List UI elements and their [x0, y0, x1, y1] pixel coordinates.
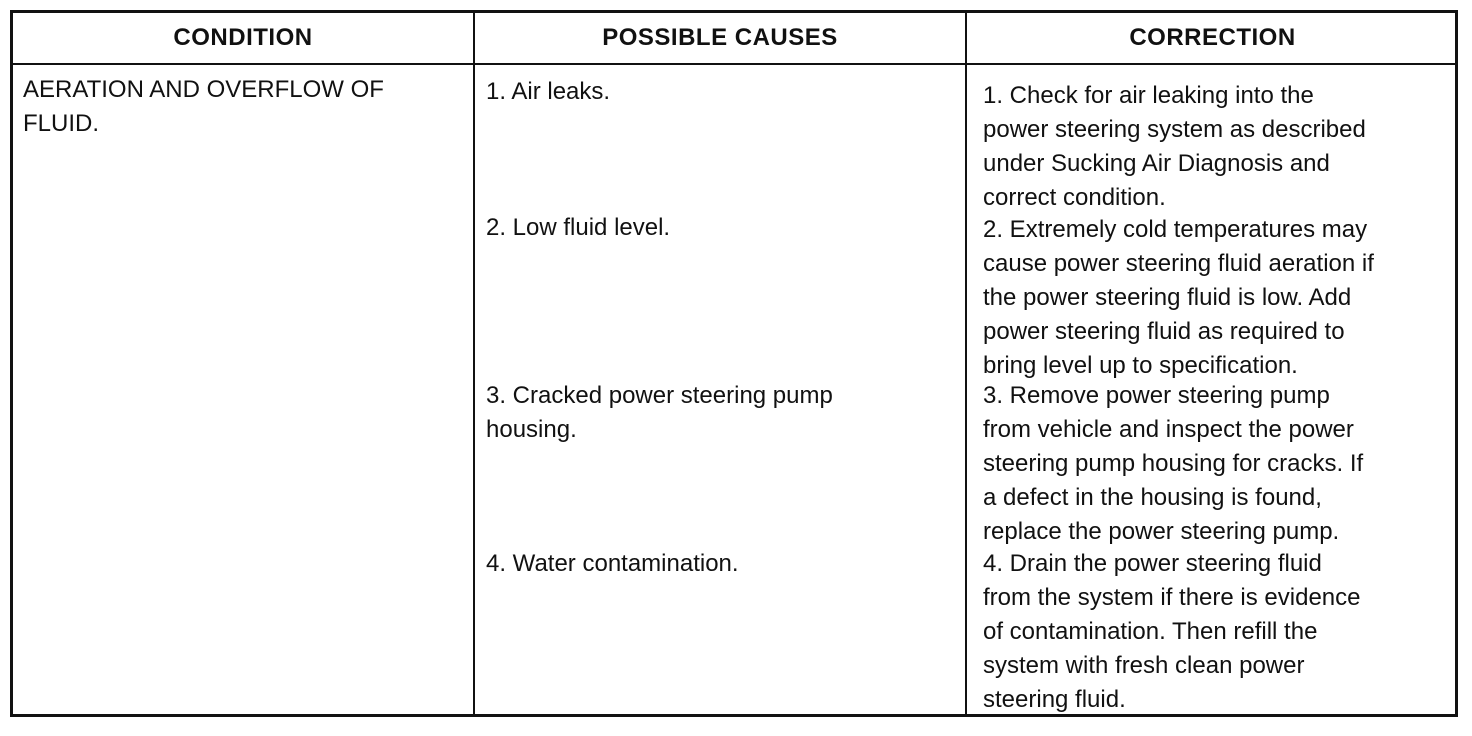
cause-line: 4. Water contamination.: [486, 550, 739, 577]
condition-cell: [23, 73, 473, 141]
column-divider-1: [473, 13, 475, 714]
column-divider-2: [965, 13, 967, 714]
cause-2: [486, 211, 956, 245]
header-possible-causes: POSSIBLE CAUSES: [602, 24, 838, 51]
correction-line: correct condition.: [983, 184, 1166, 211]
cause-line: 1. Air leaks.: [486, 78, 611, 105]
correction-line: 1. Check for air leaking into the: [983, 82, 1314, 109]
correction-line: steering pump housing for cracks. If: [983, 450, 1364, 477]
correction-line: system with fresh clean power: [983, 652, 1305, 679]
header-condition: CONDITION: [173, 24, 313, 51]
correction-line: a defect in the housing is found,: [983, 484, 1322, 511]
cause-line: 2. Low fluid level.: [486, 214, 671, 241]
header-correction: CORRECTION: [1129, 24, 1296, 51]
cause-3: [486, 379, 956, 447]
cause-line: 3. Cracked power steering pump: [486, 382, 833, 409]
correction-line: of contamination. Then refill the: [983, 618, 1318, 645]
correction-line: cause power steering fluid aeration if: [983, 250, 1374, 277]
correction-line: steering fluid.: [983, 686, 1126, 713]
correction-line: under Sucking Air Diagnosis and: [983, 150, 1330, 177]
condition-line: FLUID.: [23, 110, 100, 137]
troubleshooting-table: [10, 10, 1458, 717]
correction-line: replace the power steering pump.: [983, 518, 1340, 545]
header-divider: [13, 63, 1455, 65]
correction-line: the power steering fluid is low. Add: [983, 284, 1352, 311]
cause-line: housing.: [486, 416, 577, 443]
correction-line: 3. Remove power steering pump: [983, 382, 1330, 409]
correction-line: 4. Drain the power steering fluid: [983, 550, 1322, 577]
correction-4: [983, 547, 1453, 717]
correction-line: power steering system as described: [983, 116, 1366, 143]
cause-4: [486, 547, 956, 581]
correction-line: power steering fluid as required to: [983, 318, 1345, 345]
correction-1: [983, 79, 1453, 215]
correction-line: 2. Extremely cold temperatures may: [983, 216, 1368, 243]
correction-line: from the system if there is evidence: [983, 584, 1361, 611]
correction-3: [983, 379, 1453, 549]
cause-1: [486, 75, 956, 109]
correction-line: bring level up to specification.: [983, 352, 1298, 379]
correction-line: from vehicle and inspect the power: [983, 416, 1354, 443]
correction-2: [983, 213, 1453, 383]
condition-line: AERATION AND OVERFLOW OF: [23, 76, 384, 103]
